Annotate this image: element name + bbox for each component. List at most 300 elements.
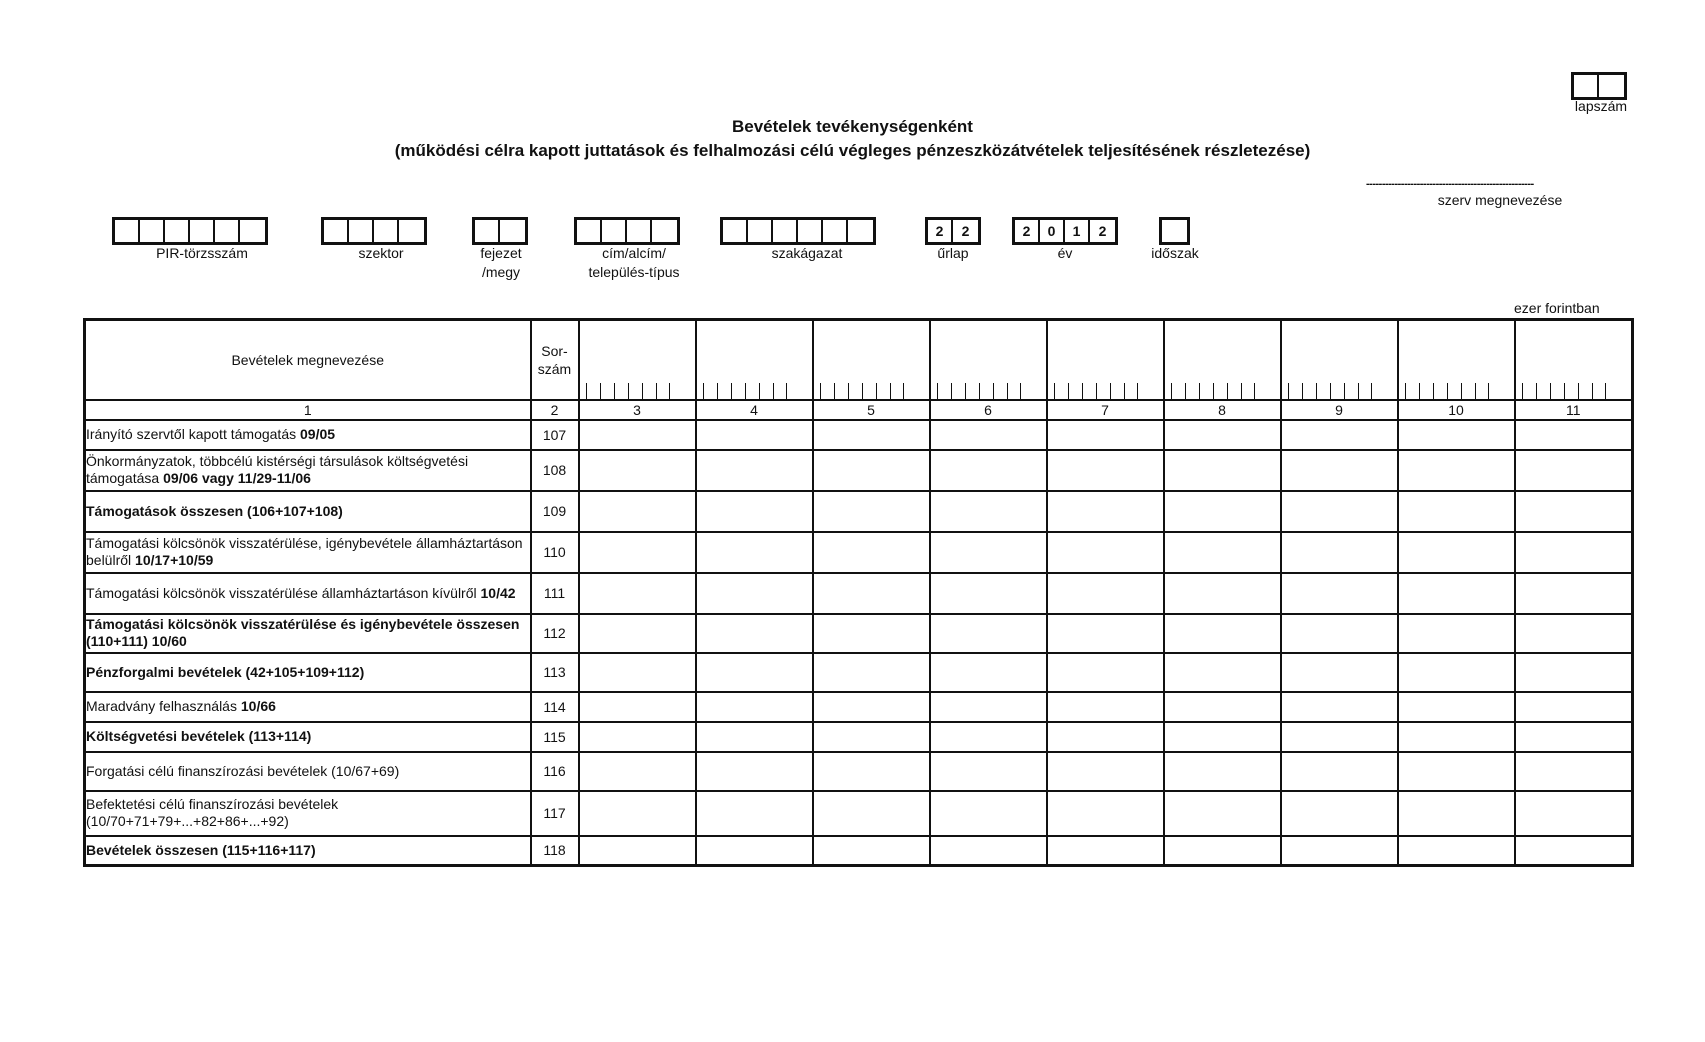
row-name-bold: 10/42 (480, 584, 516, 601)
table-row (85, 836, 1633, 866)
code-tick (890, 383, 904, 399)
value-cell[interactable] (930, 791, 1047, 836)
value-cell[interactable] (1515, 573, 1633, 614)
value-cell[interactable] (813, 722, 930, 752)
value-cell[interactable] (1047, 722, 1164, 752)
value-cell[interactable] (696, 491, 813, 532)
unit-label: ezer forintban (1514, 300, 1600, 316)
code-tick (1171, 383, 1185, 399)
org-name-line: ----------------------------------------------------- (1366, 178, 1534, 190)
value-cell[interactable] (1047, 491, 1164, 532)
pir-digit[interactable] (190, 220, 215, 242)
value-cell[interactable] (813, 692, 930, 722)
title-label-line-1: cím/alcím/ (602, 245, 666, 261)
title-label-line-2: település-típus (588, 264, 680, 280)
value-cell[interactable] (579, 836, 696, 866)
row-name-text: Maradvány felhasználás (86, 698, 241, 714)
value-cell[interactable] (696, 722, 813, 752)
page-number-cell[interactable] (1599, 75, 1624, 97)
row-name-cell (85, 573, 531, 614)
value-cell[interactable] (1281, 653, 1398, 692)
value-cell[interactable] (1047, 420, 1164, 450)
code-ticks (1165, 383, 1280, 399)
chapter-digit[interactable] (500, 220, 525, 242)
value-cell[interactable] (1515, 836, 1633, 866)
year-digit: 1 (1065, 220, 1090, 242)
year-label: év (1057, 245, 1073, 261)
row-name-cell (85, 491, 531, 532)
value-cell[interactable] (813, 791, 930, 836)
value-cell[interactable] (1515, 692, 1633, 722)
value-cell[interactable] (930, 420, 1047, 450)
row-name-bold: 10/66 (240, 698, 276, 714)
code-tick (876, 383, 890, 399)
code-tick (717, 383, 731, 399)
table-row (85, 450, 1633, 491)
value-cell[interactable] (930, 836, 1047, 866)
value-cell[interactable] (696, 653, 813, 692)
table-row (85, 653, 1633, 692)
code-tick (834, 383, 848, 399)
value-cell[interactable] (579, 450, 696, 491)
pir-number-boxes[interactable] (112, 217, 268, 245)
column-header-input[interactable] (1515, 320, 1633, 400)
form-digit: 2 (928, 220, 953, 242)
pir-digit[interactable] (240, 220, 265, 242)
pir-digit[interactable] (115, 220, 140, 242)
period-box[interactable] (1159, 217, 1190, 245)
code-tick (1185, 383, 1199, 399)
value-cell[interactable] (1164, 573, 1281, 614)
row-name-cell (85, 420, 531, 450)
code-tick (759, 383, 773, 399)
code-tick (1433, 383, 1447, 399)
value-cell[interactable] (1515, 450, 1633, 491)
code-tick (1475, 383, 1489, 399)
row-name-cell (85, 791, 531, 836)
value-cell[interactable] (1164, 491, 1281, 532)
code-tick (1536, 383, 1550, 399)
code-tick (1550, 383, 1564, 399)
value-cell[interactable] (579, 692, 696, 722)
branch-digit[interactable] (798, 220, 823, 242)
table-row (85, 614, 1633, 653)
value-cell[interactable] (696, 836, 813, 866)
row-number-cell: 115 (531, 722, 579, 752)
form-digit: 2 (961, 223, 970, 239)
value-cell[interactable] (813, 573, 930, 614)
column-number: 11 (1515, 400, 1633, 420)
value-cell[interactable] (696, 573, 813, 614)
branch-digit[interactable] (848, 220, 873, 242)
chapter-digit[interactable] (475, 220, 500, 242)
code-ticks (814, 383, 929, 399)
header-rownum-cell (531, 320, 579, 400)
code-tick (979, 383, 993, 399)
value-cell[interactable] (1515, 791, 1633, 836)
column-number: 6 (930, 400, 1047, 420)
value-cell[interactable] (813, 614, 930, 653)
table-row (85, 532, 1633, 573)
org-name-label: szerv megnevezése (1437, 192, 1563, 208)
value-cell[interactable] (1047, 573, 1164, 614)
form-label: űrlap (937, 245, 969, 261)
code-tick (1124, 383, 1138, 399)
table-row (85, 752, 1633, 791)
value-cell[interactable] (1164, 532, 1281, 573)
row-name-text: Támogatási kölcsönök visszatérülése államháztartáson kívülről (86, 584, 481, 601)
column-header-input[interactable] (579, 320, 696, 400)
code-tick (937, 383, 951, 399)
period-digit[interactable] (1162, 220, 1187, 242)
value-cell[interactable] (930, 491, 1047, 532)
column-number: 8 (1164, 400, 1281, 420)
value-cell[interactable] (579, 752, 696, 791)
code-tick (1110, 383, 1124, 399)
code-ticks (580, 383, 695, 399)
code-tick (1447, 383, 1461, 399)
branch-digit[interactable] (748, 220, 773, 242)
value-cell[interactable] (696, 614, 813, 653)
value-cell[interactable] (579, 573, 696, 614)
value-cell[interactable] (1281, 692, 1398, 722)
value-cell[interactable] (930, 614, 1047, 653)
value-cell[interactable] (696, 791, 813, 836)
code-ticks (1282, 383, 1397, 399)
value-cell[interactable] (1164, 420, 1281, 450)
row-name-bold: Támogatások összesen (106+107+108) (86, 502, 343, 519)
title-digit[interactable] (602, 220, 627, 242)
pir-digit[interactable] (165, 220, 190, 242)
pir-label: PIR-törzsszám (156, 245, 248, 261)
code-tick (642, 383, 656, 399)
code-tick (1522, 383, 1536, 399)
value-cell[interactable] (1047, 752, 1164, 791)
row-number-cell: 113 (531, 653, 579, 692)
value-cell[interactable] (1281, 450, 1398, 491)
value-cell[interactable] (1281, 614, 1398, 653)
title-digit[interactable] (652, 220, 677, 242)
row-number-cell: 108 (531, 450, 579, 491)
form-subtitle: (működési célra kapott juttatások és felhalmozási célú végleges pénzeszközátvételek teljesítésének részletezése) (394, 141, 1311, 160)
pir-digit[interactable] (140, 220, 165, 242)
value-cell[interactable] (1047, 836, 1164, 866)
row-number-cell: 107 (531, 420, 579, 450)
column-header-input[interactable] (1164, 320, 1281, 400)
value-cell[interactable] (1164, 836, 1281, 866)
value-cell[interactable] (579, 491, 696, 532)
code-tick (1358, 383, 1372, 399)
code-tick (1288, 383, 1302, 399)
title-digit[interactable] (577, 220, 602, 242)
value-cell[interactable] (1398, 653, 1515, 692)
year-digit: 0 (1040, 220, 1065, 242)
value-cell[interactable] (1047, 692, 1164, 722)
value-cell[interactable] (696, 692, 813, 722)
value-cell[interactable] (1398, 573, 1515, 614)
row-name-bold: 09/05 (300, 426, 336, 442)
code-tick (628, 383, 642, 399)
value-cell[interactable] (813, 491, 930, 532)
value-cell[interactable] (1047, 791, 1164, 836)
title-boxes[interactable] (574, 217, 680, 245)
value-cell[interactable] (579, 722, 696, 752)
column-header-input[interactable] (1398, 320, 1515, 400)
value-cell[interactable] (1164, 614, 1281, 653)
row-name-bold: Pénzforgalmi bevételek (42+105+109+112) (86, 663, 365, 680)
row-name-cell (85, 614, 531, 653)
value-cell[interactable] (1281, 752, 1398, 791)
column-number: 9 (1281, 400, 1398, 420)
code-tick (1199, 383, 1213, 399)
sector-digit[interactable] (399, 220, 424, 242)
code-tick (1241, 383, 1255, 399)
row-name-text: Forgatási célú finanszírozási bevételek (10/67+69) (86, 762, 400, 779)
column-header-input[interactable] (930, 320, 1047, 400)
code-ticks (697, 383, 812, 399)
row-number-cell: 111 (531, 573, 579, 614)
value-cell[interactable] (579, 420, 696, 450)
chapter-label-line-2: /megy (481, 264, 521, 280)
year-boxes (1012, 217, 1118, 245)
value-cell[interactable] (930, 532, 1047, 573)
value-cell[interactable] (1164, 450, 1281, 491)
value-cell[interactable] (1398, 450, 1515, 491)
form-boxes (925, 217, 981, 245)
code-tick (1068, 383, 1082, 399)
sector-boxes[interactable] (321, 217, 427, 245)
chapter-label (462, 244, 540, 282)
row-name-cell (85, 653, 531, 692)
value-cell[interactable] (930, 752, 1047, 791)
code-tick (965, 383, 979, 399)
value-cell[interactable] (1398, 532, 1515, 573)
branch-digit[interactable] (773, 220, 798, 242)
branch-digit[interactable] (823, 220, 848, 242)
code-tick (1330, 383, 1344, 399)
branch-digit[interactable] (723, 220, 748, 242)
value-cell[interactable] (1515, 614, 1633, 653)
value-cell[interactable] (1164, 791, 1281, 836)
value-cell[interactable] (1515, 752, 1633, 791)
row-name-bold: 10/17+10/59 (135, 552, 214, 568)
code-tick (1564, 383, 1578, 399)
page-number-cell[interactable] (1574, 75, 1599, 97)
value-cell[interactable] (1515, 420, 1633, 450)
value-cell[interactable] (1047, 653, 1164, 692)
code-ticks (931, 383, 1046, 399)
sector-label: szektor (358, 245, 404, 261)
value-cell[interactable] (1398, 420, 1515, 450)
value-cell[interactable] (1047, 614, 1164, 653)
code-tick (1096, 383, 1110, 399)
value-cell[interactable] (1281, 722, 1398, 752)
code-ticks (1516, 383, 1632, 399)
table-row (85, 420, 1633, 450)
row-number-cell: 112 (531, 614, 579, 653)
row-number-cell: 114 (531, 692, 579, 722)
value-cell[interactable] (1398, 791, 1515, 836)
code-tick (703, 383, 717, 399)
chapter-label-line-1: fejezet (480, 245, 522, 261)
code-tick (1082, 383, 1096, 399)
value-cell[interactable] (696, 752, 813, 791)
code-tick (614, 383, 628, 399)
code-tick (862, 383, 876, 399)
code-tick (1592, 383, 1606, 399)
value-cell[interactable] (930, 653, 1047, 692)
code-tick (993, 383, 1007, 399)
column-header-input[interactable] (1281, 320, 1398, 400)
value-cell[interactable] (813, 420, 930, 450)
value-cell[interactable] (696, 532, 813, 573)
value-cell[interactable] (930, 692, 1047, 722)
value-cell[interactable] (1398, 491, 1515, 532)
row-number-cell: 117 (531, 791, 579, 836)
column-number: 5 (813, 400, 930, 420)
value-cell[interactable] (696, 420, 813, 450)
branch-label: szakágazat (771, 245, 843, 261)
column-number-row (85, 400, 1633, 420)
code-tick (1461, 383, 1475, 399)
value-cell[interactable] (579, 614, 696, 653)
code-tick (1227, 383, 1241, 399)
value-cell[interactable] (579, 653, 696, 692)
sector-digit[interactable] (374, 220, 399, 242)
row-name-bold: 09/06 vagy 11/29-11/06 (163, 470, 311, 486)
value-cell[interactable] (1047, 450, 1164, 491)
value-cell[interactable] (813, 532, 930, 573)
value-cell[interactable] (1515, 653, 1633, 692)
branch-boxes[interactable] (720, 217, 876, 245)
value-cell[interactable] (1515, 722, 1633, 752)
value-cell[interactable] (1164, 722, 1281, 752)
sector-digit[interactable] (324, 220, 349, 242)
value-cell[interactable] (1164, 752, 1281, 791)
code-tick (820, 383, 834, 399)
value-cell[interactable] (930, 722, 1047, 752)
code-tick (1302, 383, 1316, 399)
form-title: Bevételek tevékenységenként (732, 117, 973, 136)
row-name-cell (85, 692, 531, 722)
header-rownum-line-2: szám (537, 360, 572, 377)
page-number-label: lapszám (1574, 98, 1628, 114)
value-cell[interactable] (1164, 653, 1281, 692)
row-name-cell (85, 836, 531, 866)
chapter-boxes[interactable] (472, 217, 528, 245)
pir-digit[interactable] (215, 220, 240, 242)
column-header-input[interactable] (813, 320, 930, 400)
code-tick (1578, 383, 1592, 399)
row-name-text: Önkormányzatok, többcélú kistérségi társulások költségvetési támogatása (86, 453, 469, 486)
code-tick (600, 383, 614, 399)
value-cell[interactable] (1281, 836, 1398, 866)
code-tick (586, 383, 600, 399)
column-number: 7 (1047, 400, 1164, 420)
column-number: 2 (531, 400, 579, 420)
row-name-text: Irányító szervtől kapott támogatás (86, 426, 300, 442)
code-tick (745, 383, 759, 399)
value-cell[interactable] (813, 653, 930, 692)
value-cell[interactable] (579, 532, 696, 573)
row-name-bold: Bevételek összesen (115+116+117) (86, 841, 316, 858)
code-tick (1405, 383, 1419, 399)
value-cell[interactable] (1515, 532, 1633, 573)
row-name-cell (85, 752, 531, 791)
code-tick (1344, 383, 1358, 399)
code-tick (731, 383, 745, 399)
value-cell[interactable] (813, 450, 930, 491)
value-cell[interactable] (579, 791, 696, 836)
column-number: 1 (85, 400, 531, 420)
row-number-cell: 118 (531, 836, 579, 866)
row-name-cell (85, 532, 531, 573)
sector-digit[interactable] (349, 220, 374, 242)
code-tick (773, 383, 787, 399)
value-cell[interactable] (1398, 692, 1515, 722)
code-tick (1419, 383, 1433, 399)
code-tick (951, 383, 965, 399)
value-cell[interactable] (813, 752, 930, 791)
year-digit: 2 (1015, 220, 1040, 242)
table-row (85, 722, 1633, 752)
header-name-cell: Bevételek megnevezése (85, 320, 531, 400)
value-cell[interactable] (1164, 692, 1281, 722)
code-tick (1213, 383, 1227, 399)
code-ticks (1048, 383, 1163, 399)
row-number-cell: 110 (531, 532, 579, 573)
value-cell[interactable] (1398, 722, 1515, 752)
column-number: 10 (1398, 400, 1515, 420)
table-row (85, 791, 1633, 836)
value-cell[interactable] (1281, 491, 1398, 532)
value-cell[interactable] (696, 450, 813, 491)
value-cell[interactable] (930, 450, 1047, 491)
row-name-text: Befektetési célú finanszírozási bevételek (10/70+71+79+...+82+86+...+92) (86, 796, 339, 829)
period-label: időszak (1151, 245, 1199, 261)
value-cell[interactable] (1398, 614, 1515, 653)
value-cell[interactable] (1398, 752, 1515, 791)
title-digit[interactable] (627, 220, 652, 242)
row-name-text: Támogatási kölcsönök visszatérülése, igénybevétele államháztartáson belülről (86, 535, 523, 568)
row-name-bold: Költségvetési bevételek (113+114) (86, 728, 312, 744)
table-row (85, 491, 1633, 532)
revenue-table (83, 318, 1634, 867)
value-cell[interactable] (1281, 420, 1398, 450)
page-number-box[interactable] (1571, 72, 1627, 100)
year-digit: 2 (1098, 223, 1107, 239)
row-name-cell (85, 450, 531, 491)
value-cell[interactable] (1281, 573, 1398, 614)
row-number-cell: 116 (531, 752, 579, 791)
column-header-input[interactable] (696, 320, 813, 400)
code-ticks (1399, 383, 1514, 399)
value-cell[interactable] (1047, 532, 1164, 573)
code-tick (848, 383, 862, 399)
value-cell[interactable] (1398, 836, 1515, 866)
row-name-bold: Támogatási kölcsönök visszatérülése és igénybevétele összesen (110+111) 10/60 (86, 616, 520, 649)
column-header-input[interactable] (1047, 320, 1164, 400)
title-label (564, 244, 704, 282)
value-cell[interactable] (813, 836, 930, 866)
value-cell[interactable] (1515, 491, 1633, 532)
row-number-cell: 109 (531, 491, 579, 532)
value-cell[interactable] (1281, 532, 1398, 573)
column-number: 4 (696, 400, 813, 420)
value-cell[interactable] (1281, 791, 1398, 836)
value-cell[interactable] (930, 573, 1047, 614)
column-number: 3 (579, 400, 696, 420)
